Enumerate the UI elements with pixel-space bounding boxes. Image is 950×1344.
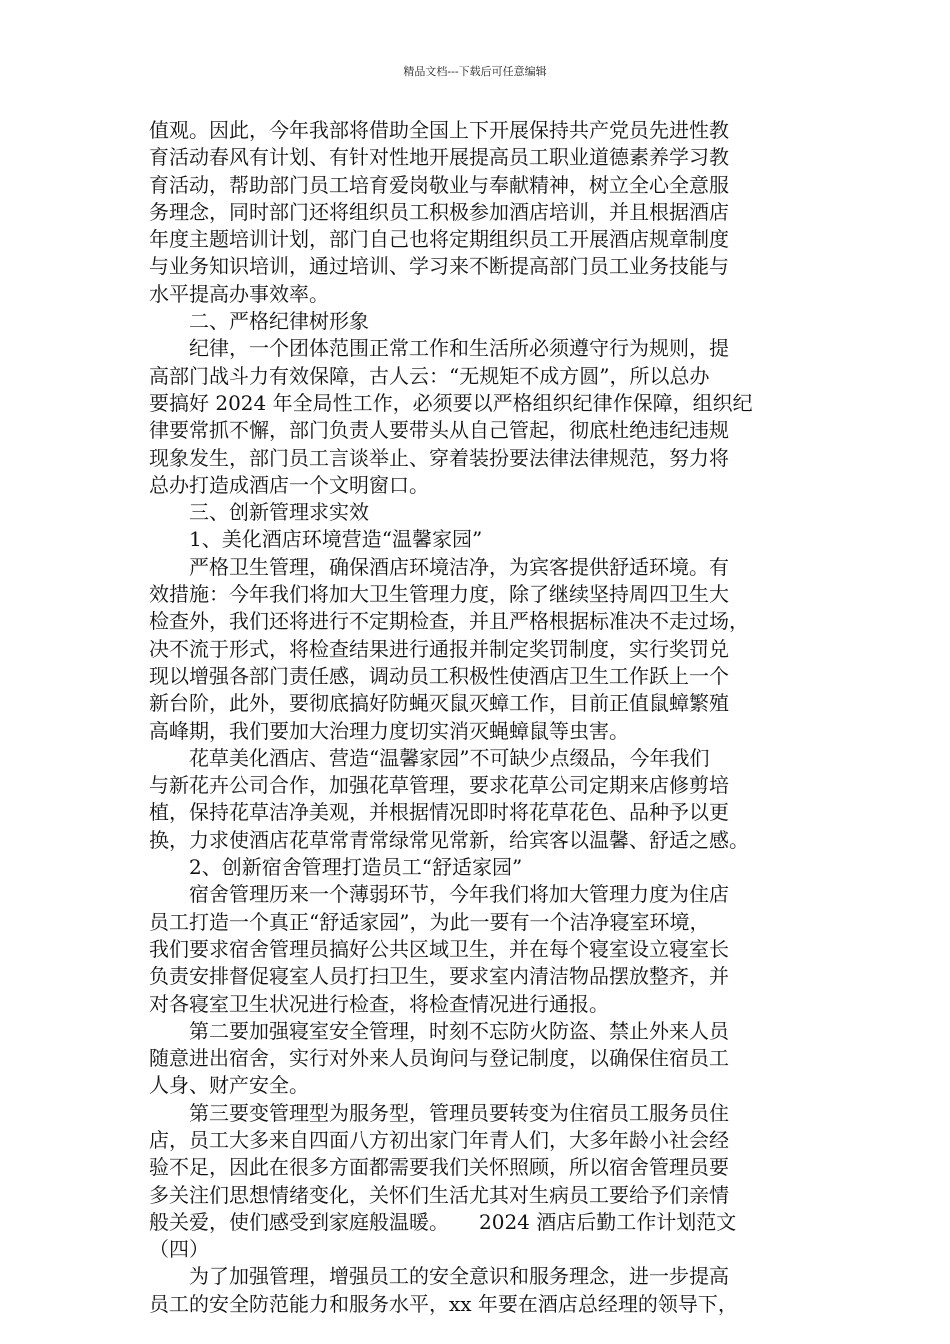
- text-line: 现以增强各部门责任感，调动员工积极性使酒店卫生工作跃上一个: [149, 663, 729, 688]
- text-line: 检查外，我们还将进行不定期检查，并且严格根据标准决不走过场，: [149, 609, 749, 634]
- text-line: 宿舍管理历来一个薄弱环节，今年我们将加大管理力度为住店: [189, 882, 729, 907]
- text-line: 水平提高办事效率。: [149, 281, 329, 306]
- text-line: 第三要变管理型为服务型，管理员要转变为住宿员工服务员住: [189, 1100, 729, 1125]
- text-line: 多关注们思想情绪变化，关怀们生活尤其对生病员工要给予们亲情: [149, 1182, 729, 1207]
- text-line: 般关爱，使们感受到家庭般温暖。 2024 酒店后勤工作计划范文: [149, 1209, 737, 1234]
- text-line: 1、美化酒店环境营造“温馨家园”: [189, 527, 483, 552]
- text-line: 植，保持花草洁净美观，并根据情况即时将花草花色、品种予以更: [149, 800, 729, 825]
- text-line: 为了加强管理，增强员工的安全意识和服务理念，进一步提高: [189, 1264, 729, 1289]
- text-line: 高峰期，我们要加大治理力度切实消灭蝇蟑鼠等虫害。: [149, 718, 629, 743]
- text-line: 与新花卉公司合作，加强花草管理，要求花草公司定期来店修剪培: [149, 773, 729, 798]
- text-line: 花草美化酒店、营造“温馨家园”不可缺少点缀品，今年我们: [189, 745, 710, 770]
- text-line: 要搞好 2024 年全局性工作，必须要以严格组织纪律作保障，组织纪: [149, 390, 753, 415]
- text-line: 严格卫生管理，确保酒店环境洁净，为宾客提供舒适环境。有: [189, 554, 729, 579]
- text-line: 2、创新宿舍管理打造员工“舒适家园”: [189, 855, 523, 880]
- text-line: 律要常抓不懈，部门负责人要带头从自己管起，彻底杜绝违纪违规: [149, 418, 729, 443]
- text-line: 效措施：今年我们将加大卫生管理力度，除了继续坚持周四卫生大: [149, 582, 729, 607]
- text-line: 二、严格纪律树形象: [189, 309, 369, 334]
- text-line: 负责安排督促寝室人员打扫卫生，要求室内清洁物品摆放整齐，并: [149, 964, 729, 989]
- text-line: 三、创新管理求实效: [189, 500, 369, 525]
- text-line: 现象发生，部门员工言谈举止、穿着装扮要法律法律规范，努力将: [149, 445, 729, 470]
- text-line: 育活动，帮助部门员工培育爱岗敬业与奉献精神，树立全心全意服: [149, 172, 729, 197]
- page-header: 精品文档---下载后可任意编辑: [403, 65, 547, 78]
- text-line: （四）: [149, 1237, 209, 1262]
- text-line: 随意进出宿舍，实行对外来人员询问与登记制度，以确保住宿员工: [149, 1046, 729, 1071]
- text-line: 员工打造一个真正“舒适家园”，为此一要有一个洁净寝室环境，: [149, 909, 710, 934]
- text-line: 第二要加强寝室安全管理，时刻不忘防火防盗、禁止外来人员: [189, 1018, 729, 1043]
- text-line: 对各寝室卫生状况进行检查，将检查情况进行通报。: [149, 991, 609, 1016]
- document-body: [149, 117, 809, 1318]
- text-line: 决不流于形式，将检查结果进行通报并制定奖罚制度，实行奖罚兑: [149, 636, 729, 661]
- text-line: 高部门战斗力有效保障，古人云：“无规矩不成方圆”，所以总办: [149, 363, 710, 388]
- text-line: 与业务知识培训，通过培训、学习来不断提高部门员工业务技能与: [149, 254, 729, 279]
- text-line: 换，力求使酒店花草常青常绿常见常新，给宾客以温馨、舒适之感。: [149, 827, 749, 852]
- text-line: 育活动春风有计划、有针对性地开展提高员工职业道德素养学习教: [149, 145, 729, 170]
- text-line: 值观。因此，今年我部将借助全国上下开展保持共产党员先进性教: [149, 118, 729, 142]
- text-line: 店，员工大多来自四面八方初出家门年青人们，大多年龄小社会经: [149, 1127, 729, 1152]
- text-line: 我们要求宿舍管理员搞好公共区域卫生，并在每个寝室设立寝室长: [149, 936, 729, 961]
- text-line: 新台阶，此外，要彻底搞好防蝇灭鼠灭蟑工作，目前正值鼠蟑繁殖: [149, 691, 729, 716]
- text-line: 验不足，因此在很多方面都需要我们关怀照顾，所以宿舍管理员要: [149, 1155, 729, 1180]
- text-line: 纪律，一个团体范围正常工作和生活所必须遵守行为规则，提: [189, 336, 729, 361]
- text-line: 人身、财产安全。: [149, 1073, 309, 1098]
- text-line: 总办打造成酒店一个文明窗口。: [149, 472, 429, 497]
- text-line: 年度主题培训计划，部门自己也将定期组织员工开展酒店规章制度: [149, 227, 729, 252]
- text-line: 员工的安全防范能力和服务水平，xx 年要在酒店总经理的领导下，: [149, 1291, 738, 1316]
- text-line: 务理念，同时部门还将组织员工积极参加酒店培训，并且根据酒店: [149, 199, 729, 224]
